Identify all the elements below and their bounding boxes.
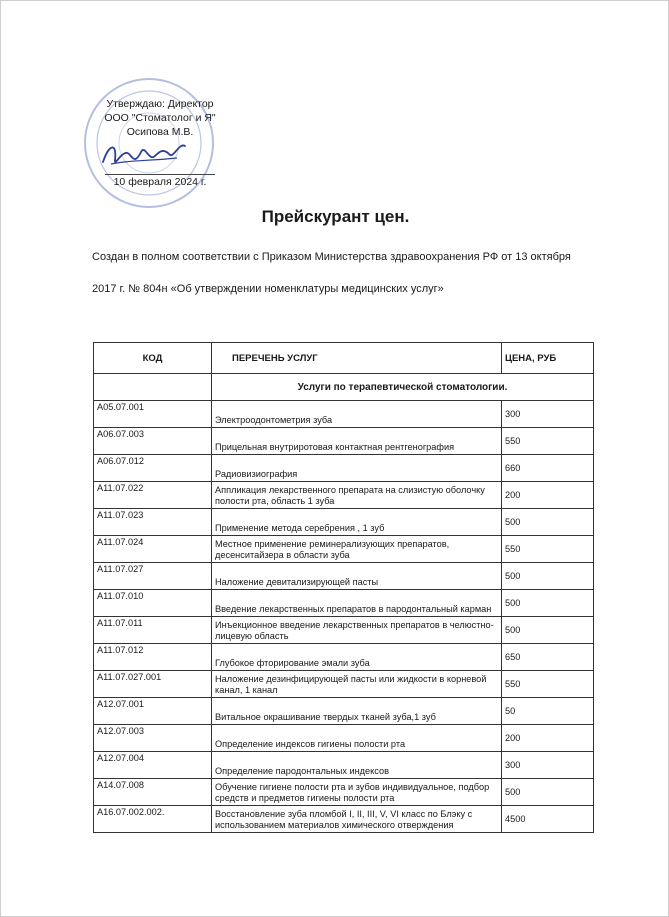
cell-code: A06.07.012	[94, 455, 212, 482]
cell-name: Местное применение реминерализующих препаратов, десенситайзера в области зуба	[212, 536, 502, 563]
table-row	[94, 428, 594, 455]
cell-code: A11.07.024	[94, 536, 212, 563]
cell-code: A11.07.027	[94, 563, 212, 590]
cell-price: 500	[502, 779, 594, 806]
cell-price: 200	[502, 725, 594, 752]
table-row	[94, 590, 594, 617]
cell-code: A11.07.010	[94, 590, 212, 617]
cell-code: A06.07.003	[94, 428, 212, 455]
cell-price: 300	[502, 752, 594, 779]
header-services: ПЕРЕЧЕНЬ УСЛУГ	[212, 343, 502, 374]
table-row	[94, 671, 594, 698]
cell-name: Прицельная внутриротовая контактная рентгенография	[212, 428, 502, 455]
cell-price: 660	[502, 455, 594, 482]
approval-block	[85, 97, 235, 139]
cell-code: A11.07.012	[94, 644, 212, 671]
cell-code: A11.07.011	[94, 617, 212, 644]
table-row	[94, 482, 594, 509]
cell-price: 4500	[502, 806, 594, 833]
table-row	[94, 806, 594, 833]
cell-code: A11.07.022	[94, 482, 212, 509]
table-row	[94, 509, 594, 536]
cell-price: 550	[502, 428, 594, 455]
approval-line-3: Осипова М.В.	[126, 126, 194, 138]
table-row	[94, 455, 594, 482]
cell-price: 200	[502, 482, 594, 509]
approval-line-1: Утверждаю: Директор	[106, 98, 214, 110]
cell-price: 500	[502, 563, 594, 590]
table-row	[94, 536, 594, 563]
section-row	[94, 374, 594, 401]
table-row	[94, 725, 594, 752]
cell-price: 500	[502, 590, 594, 617]
table-header-row	[94, 343, 594, 374]
cell-code: A14.07.008	[94, 779, 212, 806]
cell-code: A12.07.003	[94, 725, 212, 752]
cell-name: Глубокое фторирование эмали зуба	[212, 644, 502, 671]
table-row	[94, 617, 594, 644]
table-row	[94, 779, 594, 806]
page-title: Прейскурант цен.	[261, 207, 410, 226]
approval-line-2: ООО "Стоматолог и Я"	[104, 112, 216, 124]
table-row	[94, 752, 594, 779]
header-code: КОД	[94, 343, 212, 374]
header-price: ЦЕНА, РУБ	[502, 343, 594, 374]
approval-date: 10 февраля 2024 г.	[105, 174, 215, 188]
cell-price: 300	[502, 401, 594, 428]
cell-name: Введение лекарственных препаратов в пародонтальный карман	[212, 590, 502, 617]
cell-name: Восстановление зуба пломбой I, II, III, V, VI класс по Блэку с использованием материалов химического отверждения	[212, 806, 502, 833]
cell-price: 550	[502, 536, 594, 563]
cell-name: Витальное окрашивание твердых тканей зуба,1 зуб	[212, 698, 502, 725]
cell-name: Определение индексов гигиены полости рта	[212, 725, 502, 752]
cell-code: A11.07.023	[94, 509, 212, 536]
subtitle: Создан в полном соответствии с Приказом Министерства здравоохранения РФ от 13 октября 2017 г. № 804н «Об утверждении номенклатуры медицинских услуг»	[92, 251, 571, 295]
cell-name: Радиовизиография	[212, 455, 502, 482]
cell-code: A12.07.004	[94, 752, 212, 779]
table-row	[94, 563, 594, 590]
cell-name: Аппликация лекарственного препарата на слизистую оболочку полости рта, область 1 зуба	[212, 482, 502, 509]
cell-price: 50	[502, 698, 594, 725]
table-row	[94, 644, 594, 671]
cell-name: Инъекционное введение лекарственных препаратов в челюстно-лицевую область	[212, 617, 502, 644]
section-title: Услуги по терапевтической стоматологии.	[212, 374, 594, 401]
cell-name: Наложение дезинфицирующей пасты или жидкости в корневой канал, 1 канал	[212, 671, 502, 698]
table-row	[94, 401, 594, 428]
cell-name: Электроодонтометрия зуба	[212, 401, 502, 428]
cell-code: A16.07.002.002.	[94, 806, 212, 833]
cell-code: A12.07.001	[94, 698, 212, 725]
cell-code: A05.07.001	[94, 401, 212, 428]
cell-price: 500	[502, 509, 594, 536]
cell-price: 550	[502, 671, 594, 698]
table-row	[94, 698, 594, 725]
cell-code: A11.07.027.001	[94, 671, 212, 698]
price-table	[93, 342, 594, 833]
cell-price: 500	[502, 617, 594, 644]
cell-name: Определение пародонтальных индексов	[212, 752, 502, 779]
cell-name: Обучение гигиене полости рта и зубов индивидуальное, подбор средств и предметов гигиены полости рта	[212, 779, 502, 806]
cell-name: Наложение девитализирующей пасты	[212, 563, 502, 590]
director-signature	[99, 134, 189, 174]
cell-name: Применение метода серебрения , 1 зуб	[212, 509, 502, 536]
cell-price: 650	[502, 644, 594, 671]
